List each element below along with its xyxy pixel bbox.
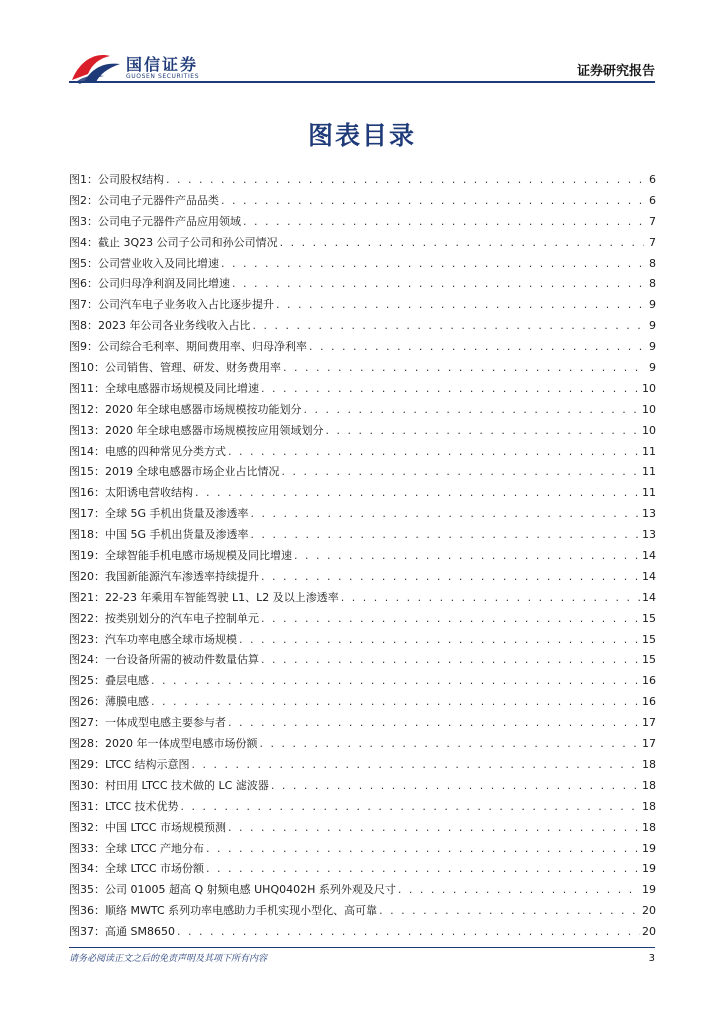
toc-dot-leader: [261, 609, 640, 630]
toc-entry[interactable]: [69, 901, 656, 922]
toc-entry-title: 公司电子元器件产品应用领域: [98, 214, 241, 228]
toc-entry-page: 19: [642, 862, 656, 876]
toc-dot-leader: [221, 254, 644, 275]
toc-dot-leader: [166, 170, 644, 191]
toc-entry-title: 顺络 MWTC 系列功率电感助力手机实现小型化、高可靠: [105, 904, 378, 918]
toc-entry-page: 7: [649, 235, 656, 249]
toc-entry-page: 18: [642, 799, 656, 813]
toc-entry[interactable]: [69, 274, 656, 295]
toc-entry-label: 图31：: [69, 799, 105, 813]
toc-entry-label: 图14：: [69, 444, 105, 458]
toc-entry-title: 22-23 年乘用车智能驾驶 L1、L2 及以上渗透率: [105, 590, 339, 604]
toc-entry-title: 一台设备所需的被动件数量估算: [105, 653, 259, 667]
toc-entry[interactable]: [69, 233, 656, 254]
toc-entry-title: 中国 5G 手机出货量及渗透率: [105, 528, 249, 542]
toc-entry-label: 图10：: [69, 361, 105, 375]
toc-entry-title: 中国 LTCC 市场规模预测: [105, 820, 227, 834]
toc-entry-page: 18: [642, 820, 656, 834]
toc-entry-page: 14: [642, 549, 656, 563]
toc-entry[interactable]: [69, 880, 656, 901]
toc-entry-label: 图29：: [69, 757, 105, 771]
report-type-label: 证券研究报告: [576, 64, 655, 79]
toc-entry-label: 图23：: [69, 632, 105, 646]
toc-entry[interactable]: [69, 650, 656, 671]
toc-dot-leader: [228, 442, 640, 463]
toc-entry-label: 图37：: [69, 925, 105, 939]
toc-dot-leader: [271, 776, 640, 797]
toc-entry-title: 按类别划分的汽车电子控制单元: [105, 611, 259, 625]
toc-dot-leader: [151, 692, 640, 713]
toc-entry-title: 全球 5G 手机出货量及渗透率: [105, 507, 249, 521]
toc-entry-title: 2020 年全球电感器市场规模按应用领域划分: [105, 423, 324, 437]
toc-entry-title: LTCC 技术优势: [105, 799, 179, 813]
footer-page-number: 3: [648, 953, 655, 964]
toc-entry-label: 图8：: [69, 319, 98, 333]
toc-dot-leader: [282, 462, 641, 483]
toc-dot-leader: [228, 713, 640, 734]
toc-entry-label: 图6：: [69, 277, 98, 291]
toc-entry-page: 9: [649, 361, 656, 375]
toc-entry-title: 汽车功率电感全球市场规模: [105, 632, 237, 646]
toc-entry-page: 14: [642, 569, 656, 583]
logo-english-name: GUOSEN SECURITIES: [126, 73, 200, 80]
toc-entry-page: 19: [642, 883, 656, 897]
toc-entry[interactable]: [69, 316, 656, 337]
toc-entry-title: 公司综合毛利率、期间费用率、归母净利率: [98, 340, 307, 354]
toc-entry[interactable]: [69, 713, 656, 734]
toc-entry-title: 2023 年公司各业务线收入占比: [98, 319, 251, 333]
toc-entry-title: 公司电子元器件产品品类: [98, 193, 219, 207]
toc-entry-page: 20: [642, 904, 656, 918]
toc-entry[interactable]: [69, 797, 656, 818]
toc-entry[interactable]: [69, 504, 656, 525]
toc-dot-leader: [243, 212, 644, 233]
toc-entry-title: 2020 年一体成型电感市场份额: [105, 737, 258, 751]
toc-entry[interactable]: [69, 922, 656, 943]
toc-entry-title: 公司股权结构: [98, 173, 164, 186]
toc-entry-page: 7: [649, 214, 656, 228]
toc-entry-page: 10: [642, 423, 656, 437]
toc-entry-label: 图18：: [69, 528, 105, 542]
toc-dot-leader: [151, 671, 640, 692]
page-header: [0, 0, 724, 84]
toc-entry-label: 图32：: [69, 820, 105, 834]
toc-dot-leader: [261, 379, 640, 400]
toc-entry-title: 全球智能手机电感市场规模及同比增速: [105, 549, 292, 563]
toc-dot-leader: [181, 797, 640, 818]
toc-entry-page: 9: [649, 340, 656, 354]
toc-entry-page: 19: [642, 841, 656, 855]
toc-entry-title: 公司汽车电子业务收入占比逐步提升: [98, 298, 274, 312]
toc-entry-page: 16: [642, 674, 656, 688]
toc-entry[interactable]: [69, 212, 656, 233]
toc-entry-page: 18: [642, 778, 656, 792]
toc-entry-title: 全球 LTCC 市场份额: [105, 862, 205, 876]
toc-entry-label: 图3：: [69, 214, 98, 228]
toc-entry-title: 2020 年全球电感器市场规模按功能划分: [105, 402, 302, 416]
toc-entry-page: 17: [642, 737, 656, 751]
toc-entry-page: 11: [642, 465, 656, 479]
toc-entry-page: 14: [642, 590, 656, 604]
toc-dot-leader: [398, 880, 640, 901]
toc-entry-label: 图21：: [69, 590, 105, 604]
toc-entry-title: 村田用 LTCC 技术做的 LC 滤波器: [105, 778, 269, 792]
toc-entry-page: 8: [649, 256, 656, 270]
toc-entry-page: 15: [642, 653, 656, 667]
toc-entry-page: 16: [642, 695, 656, 709]
toc-entry-label: 图5：: [69, 256, 98, 270]
toc-entry-page: 15: [642, 611, 656, 625]
toc-entry-title: 公司 01005 超高 Q 射频电感 UHQ0402H 系列外观及尺寸: [105, 883, 396, 897]
toc-entry-label: 图12：: [69, 402, 105, 416]
toc-entry-title: 电感的四种常见分类方式: [105, 444, 226, 458]
toc-dot-leader: [195, 483, 640, 504]
toc-entry-label: 图36：: [69, 904, 105, 918]
toc-dot-leader: [253, 316, 645, 337]
toc-entry[interactable]: [69, 170, 656, 191]
toc-entry-label: 图15：: [69, 465, 105, 479]
toc-dot-leader: [280, 233, 644, 254]
toc-dot-leader: [221, 191, 644, 212]
toc-dot-leader: [192, 755, 640, 776]
logo-mark-icon: [70, 50, 122, 84]
toc-dot-leader: [283, 358, 644, 379]
toc-entry[interactable]: [69, 525, 656, 546]
toc-entry[interactable]: [69, 421, 656, 442]
page-title: 图表目录: [307, 121, 416, 150]
toc-dot-leader: [206, 859, 640, 880]
toc-entry[interactable]: [69, 462, 656, 483]
toc-entry-page: 11: [642, 486, 656, 500]
toc-entry-page: 11: [642, 444, 656, 458]
toc-entry[interactable]: [69, 442, 656, 463]
toc-entry-title: 一体成型电感主要参与者: [105, 716, 226, 730]
toc-entry-label: 图9：: [69, 340, 98, 354]
toc-entry-page: 9: [649, 298, 656, 312]
toc-dot-leader: [260, 734, 641, 755]
toc-entry[interactable]: [69, 295, 656, 316]
toc-entry-label: 图24：: [69, 653, 105, 667]
toc-entry-title: 全球 LTCC 产地分布: [105, 841, 205, 855]
toc-entry[interactable]: [69, 337, 656, 358]
toc-dot-leader: [251, 504, 640, 525]
toc-entry-label: 图25：: [69, 674, 105, 688]
toc-entry-title: 高通 SM8650: [105, 925, 175, 939]
toc-entry-page: 10: [642, 381, 656, 395]
toc-entry-label: 图27：: [69, 716, 105, 730]
logo-chinese-name: 国信证券: [126, 55, 199, 74]
toc-entry-label: 图2：: [69, 193, 98, 207]
toc-entry-page: 17: [642, 716, 656, 730]
toc-dot-leader: [276, 295, 644, 316]
toc-entry[interactable]: [69, 692, 656, 713]
toc-dot-leader: [379, 901, 640, 922]
toc-entry-title: 太阳诱电营收结构: [105, 486, 193, 500]
toc-entry[interactable]: [69, 191, 656, 212]
toc-entry-label: 图13：: [69, 423, 105, 437]
toc-entry[interactable]: [69, 609, 656, 630]
toc-entry-page: 13: [642, 507, 656, 521]
toc-entry[interactable]: [69, 671, 656, 692]
footer-disclaimer: 请务必阅读正文之后的免责声明及其项下所有内容: [69, 954, 268, 964]
toc-entry-title: LTCC 结构示意图: [105, 757, 190, 771]
toc-entry[interactable]: [69, 358, 656, 379]
company-logo: [70, 50, 210, 84]
toc-entry[interactable]: [69, 776, 656, 797]
toc-entry-label: 图7：: [69, 298, 98, 312]
toc-entry[interactable]: [69, 400, 656, 421]
toc-entry[interactable]: [69, 734, 656, 755]
toc-entry[interactable]: [69, 588, 656, 609]
toc-entry-page: 15: [642, 632, 656, 646]
toc-entry-title: 全球电感器市场规模及同比增速: [105, 381, 259, 395]
toc-entry-label: 图22：: [69, 611, 105, 625]
toc-entry-title: 截止 3Q23 公司子公司和孙公司情况: [98, 235, 278, 249]
toc-entry[interactable]: [69, 546, 656, 567]
toc-entry-label: 图33：: [69, 841, 105, 855]
toc-entry-page: 6: [649, 193, 656, 207]
toc-entry-page: 13: [642, 528, 656, 542]
toc-dot-leader: [239, 630, 640, 651]
toc-entry-title: 公司销售、管理、研发、财务费用率: [105, 361, 281, 375]
toc-dot-leader: [206, 839, 640, 860]
toc-entry-label: 图11：: [69, 381, 105, 395]
toc-entry[interactable]: [69, 839, 656, 860]
toc-entry-page: 18: [642, 757, 656, 771]
toc-dot-leader: [326, 421, 641, 442]
table-of-figures: [69, 170, 656, 943]
footer-divider: [69, 947, 655, 948]
toc-entry[interactable]: [69, 630, 656, 651]
toc-entry-page: 6: [649, 173, 656, 186]
toc-entry[interactable]: [69, 483, 656, 504]
toc-dot-leader: [228, 818, 640, 839]
toc-entry-label: 图34：: [69, 862, 105, 876]
toc-entry[interactable]: [69, 818, 656, 839]
toc-entry-title: 2019 全球电感器市场企业占比情况: [105, 465, 280, 479]
toc-entry-page: 10: [642, 402, 656, 416]
toc-entry[interactable]: [69, 755, 656, 776]
toc-entry-label: 图30：: [69, 778, 105, 792]
toc-entry-title: 公司营业收入及同比增速: [98, 256, 219, 270]
toc-entry-label: 图1：: [69, 173, 98, 186]
toc-entry[interactable]: [69, 379, 656, 400]
toc-entry-label: 图19：: [69, 549, 105, 563]
toc-entry[interactable]: [69, 567, 656, 588]
toc-dot-leader: [261, 650, 640, 671]
toc-entry-label: 图17：: [69, 507, 105, 521]
toc-entry-label: 图20：: [69, 569, 105, 583]
toc-dot-leader: [309, 337, 644, 358]
toc-entry-page: 20: [642, 925, 656, 939]
toc-dot-leader: [294, 546, 640, 567]
toc-dot-leader: [304, 400, 641, 421]
header-divider: [69, 81, 655, 83]
toc-entry-label: 图28：: [69, 737, 105, 751]
toc-dot-leader: [232, 274, 644, 295]
toc-dot-leader: [341, 588, 640, 609]
toc-entry[interactable]: [69, 859, 656, 880]
toc-entry-label: 图16：: [69, 486, 105, 500]
toc-entry-label: 图4：: [69, 235, 98, 249]
toc-entry-label: 图26：: [69, 695, 105, 709]
toc-entry[interactable]: [69, 254, 656, 275]
toc-entry-title: 我国新能源汽车渗透率持续提升: [105, 569, 259, 583]
toc-entry-title: 叠层电感: [105, 674, 149, 688]
toc-entry-label: 图35：: [69, 883, 105, 897]
toc-entry-title: 公司归母净利润及同比增速: [98, 277, 230, 291]
toc-entry-title: 薄膜电感: [105, 695, 149, 709]
toc-dot-leader: [261, 567, 640, 588]
toc-entry-page: 9: [649, 319, 656, 333]
toc-entry-page: 8: [649, 277, 656, 291]
toc-dot-leader: [177, 922, 640, 943]
toc-dot-leader: [251, 525, 640, 546]
